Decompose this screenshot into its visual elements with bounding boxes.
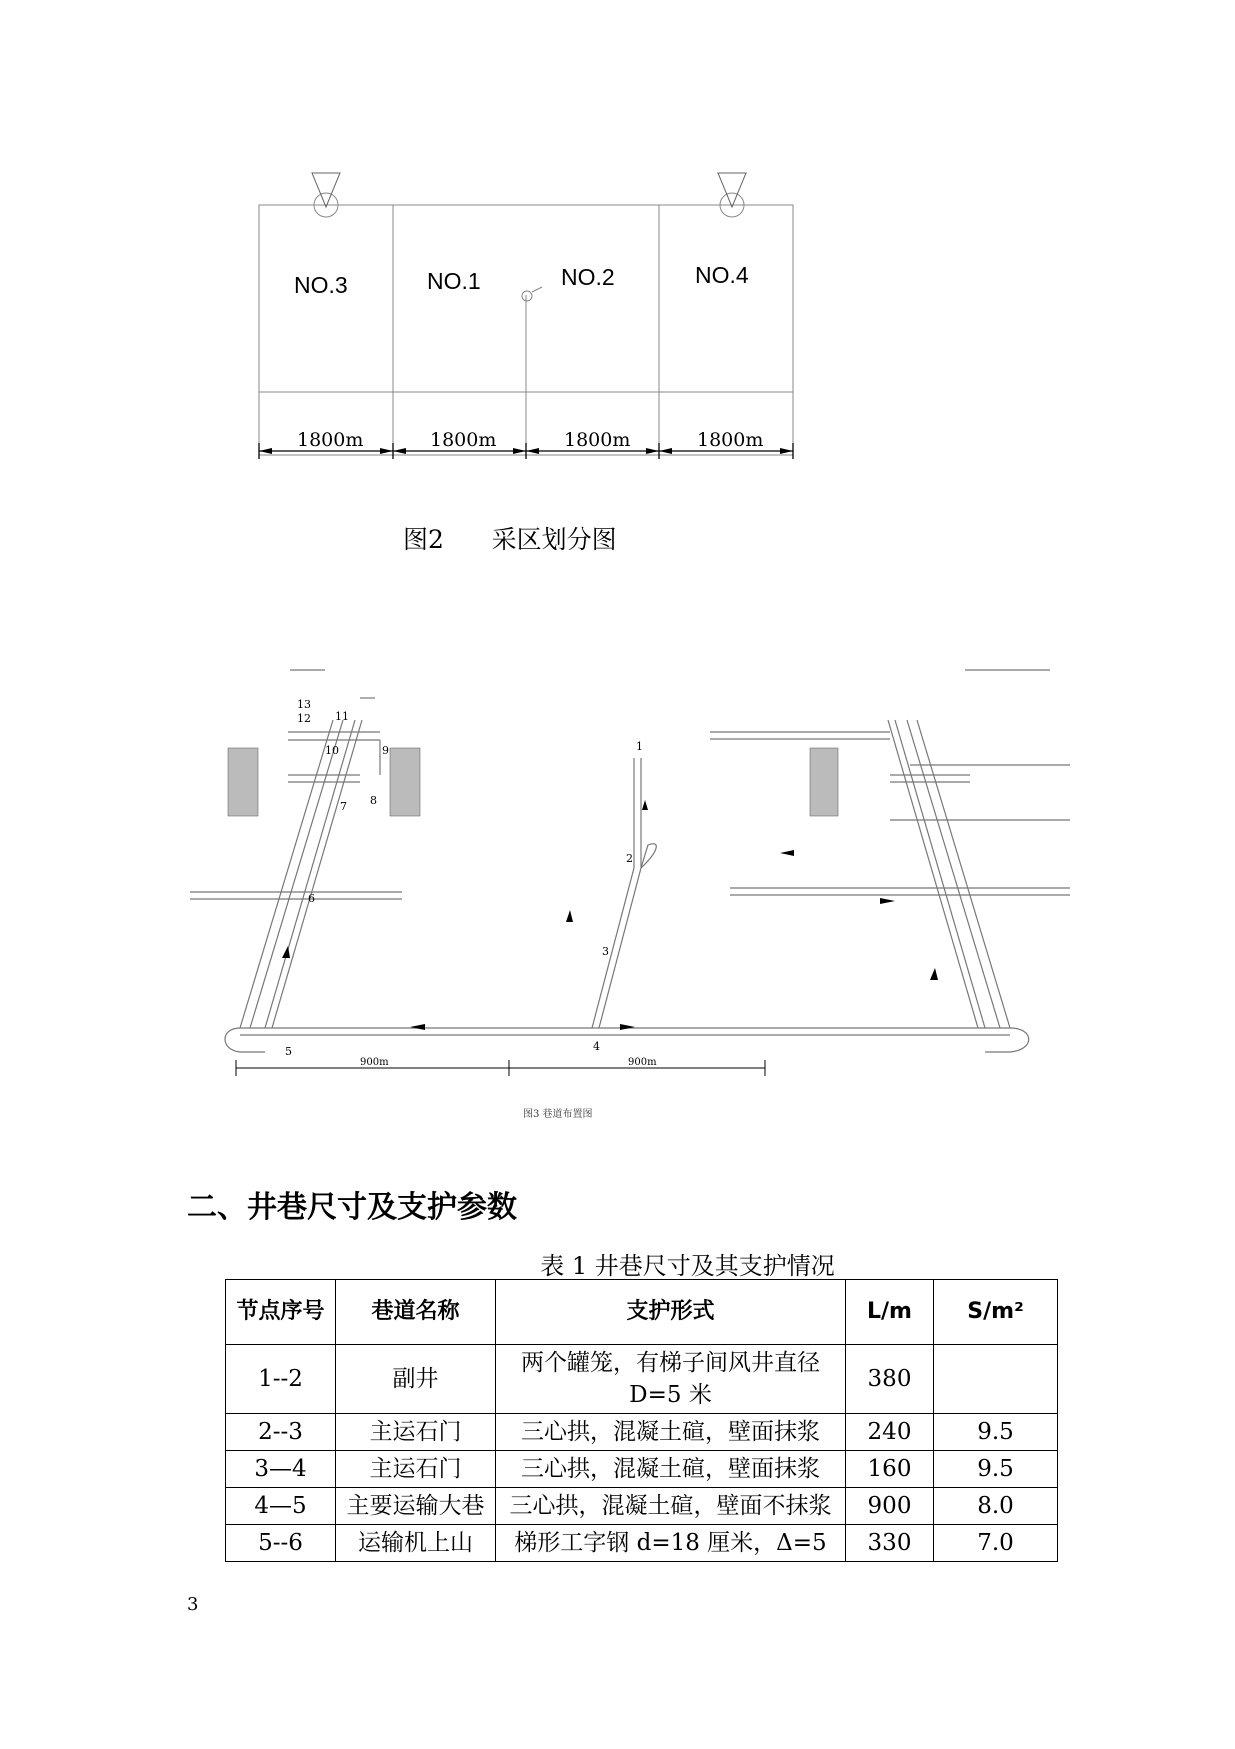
node-label: 3 xyxy=(602,945,609,958)
node-label: 8 xyxy=(370,794,377,807)
table-cell: 900 xyxy=(846,1488,934,1525)
column-header: 巷道名称 xyxy=(336,1280,496,1345)
section-heading: 二、井巷尺寸及支护参数 xyxy=(187,1190,517,1225)
figure-3-caption: 图3 巷道布置图 xyxy=(523,1109,593,1120)
table-cell: 3—4 xyxy=(226,1451,336,1488)
table-cell: 主运石门 xyxy=(336,1451,496,1488)
table-cell xyxy=(934,1345,1058,1414)
figure-2-caption xyxy=(403,520,617,556)
node-label: 10 xyxy=(325,744,339,757)
node-label: 6 xyxy=(308,892,315,905)
dimension-label: 900m xyxy=(360,1057,389,1068)
column-header: 支护形式 xyxy=(496,1280,846,1345)
table-cell: 9.5 xyxy=(934,1451,1058,1488)
table-cell: 160 xyxy=(846,1451,934,1488)
table-row xyxy=(226,1488,1058,1525)
dimension-label: 1800m xyxy=(297,429,364,451)
table-row xyxy=(226,1525,1058,1562)
table-cell: 8.0 xyxy=(934,1488,1058,1525)
table-cell: 7.0 xyxy=(934,1525,1058,1562)
table-cell: 240 xyxy=(846,1414,934,1451)
table-cell: 主运石门 xyxy=(336,1414,496,1451)
table-cell: 三心拱，混凝土碹，壁面不抹浆 xyxy=(496,1488,846,1525)
table-cell: 380 xyxy=(846,1345,934,1414)
table-cell: 三心拱，混凝土碹，壁面抹浆 xyxy=(496,1414,846,1451)
table-row xyxy=(226,1414,1058,1451)
table-cell: 两个罐笼，有梯子间风井直径D=5 米 xyxy=(496,1345,846,1414)
dimension-label: 1800m xyxy=(564,429,631,451)
table-cell: 副井 xyxy=(336,1345,496,1414)
node-label: 9 xyxy=(382,744,389,757)
column-header: S/m² xyxy=(934,1280,1058,1345)
table-cell: 1--2 xyxy=(226,1345,336,1414)
table-row xyxy=(226,1451,1058,1488)
table-cell: 运输机上山 xyxy=(336,1525,496,1562)
zone-label: NO.4 xyxy=(695,262,749,288)
table-cell: 梯形工字钢 d=18 厘米，Δ=5 xyxy=(496,1525,846,1562)
table-cell: 主要运输大巷 xyxy=(336,1488,496,1525)
node-label: 12 xyxy=(297,712,311,725)
table-cell: 9.5 xyxy=(934,1414,1058,1451)
table-cell: 2--3 xyxy=(226,1414,336,1451)
dimension-label: 1800m xyxy=(697,429,764,451)
node-label: 13 xyxy=(297,698,311,711)
roadway-support-table xyxy=(225,1279,1058,1562)
column-header: L/m xyxy=(846,1280,934,1345)
node-label: 2 xyxy=(626,852,633,865)
figure-3-roadway-layout xyxy=(190,640,1070,1120)
node-label: 1 xyxy=(636,740,643,753)
figure-2-zone-division xyxy=(250,165,810,475)
table-caption: 表 1 井巷尺寸及其支护情况 xyxy=(540,1252,835,1280)
table-row xyxy=(226,1345,1058,1414)
page-number: 3 xyxy=(187,1594,199,1615)
node-label: 4 xyxy=(593,1040,600,1053)
table-cell: 330 xyxy=(846,1525,934,1562)
dimension-label: 900m xyxy=(628,1057,657,1068)
zone-label: NO.3 xyxy=(294,272,348,298)
table-cell: 4—5 xyxy=(226,1488,336,1525)
caption-text: 采区划分图 xyxy=(491,525,617,554)
caption-number: 图2 xyxy=(403,525,444,554)
table-cell: 三心拱，混凝土碹，壁面抹浆 xyxy=(496,1451,846,1488)
node-label: 5 xyxy=(285,1045,292,1058)
column-header: 节点序号 xyxy=(226,1280,336,1345)
zone-label: NO.1 xyxy=(427,268,481,294)
table-cell: 5--6 xyxy=(226,1525,336,1562)
table-header-row xyxy=(226,1280,1058,1345)
node-label: 11 xyxy=(335,710,349,723)
node-label: 7 xyxy=(340,800,347,813)
dimension-label: 1800m xyxy=(430,429,497,451)
zone-label: NO.2 xyxy=(561,264,615,290)
